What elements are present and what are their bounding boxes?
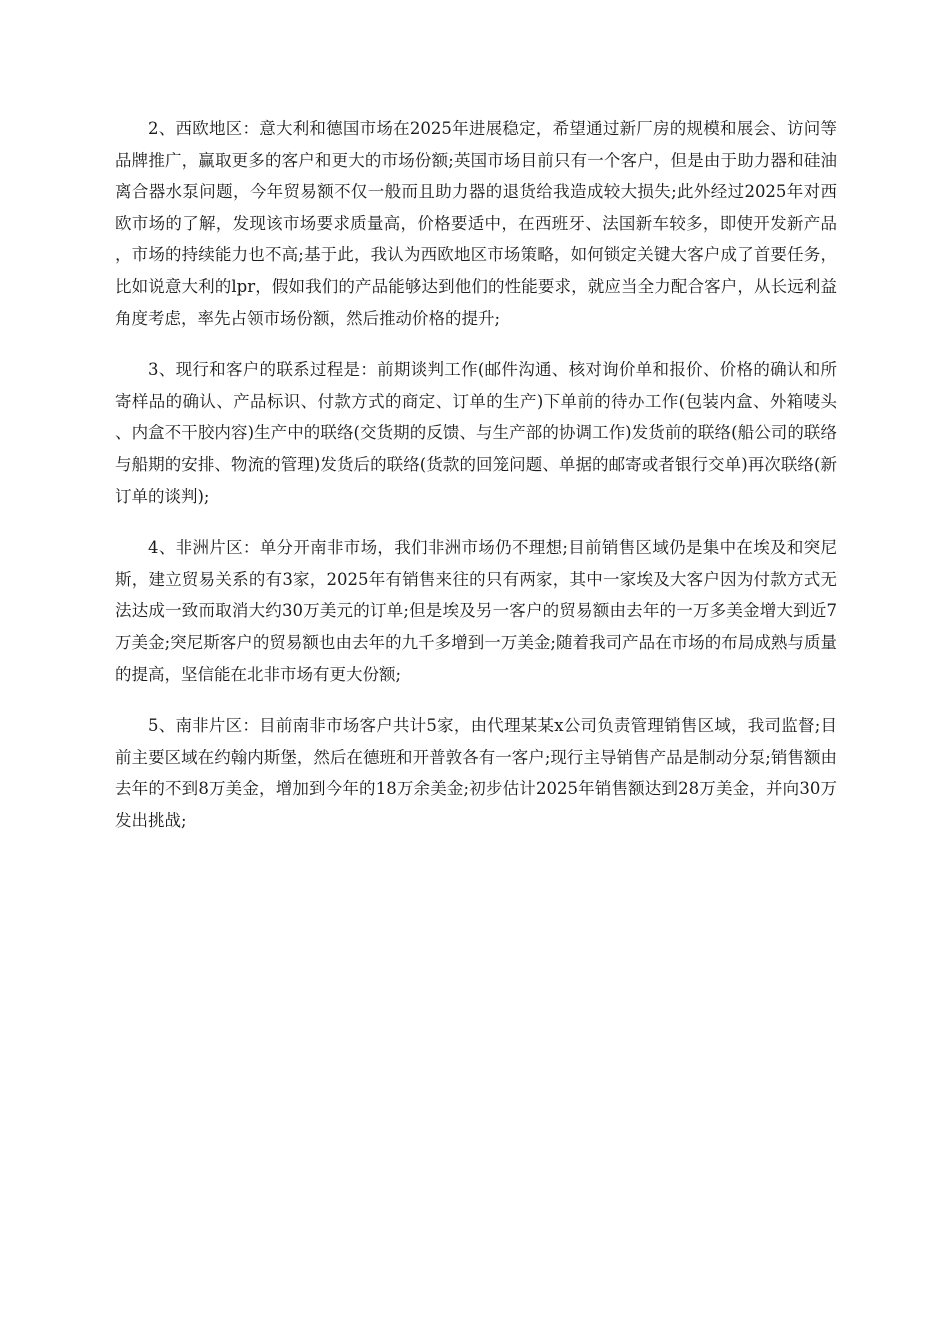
paragraph-customer-contact-process: 3、现行和客户的联系过程是：前期谈判工作(邮件沟通、核对询价单和报价、价格的确认和所寄样品的确认、产品标识、付款方式的商定、订单的生产)下单前的待办工作(包装内盒、外箱唛头、内盒不干胶内容)生产中的联络(交货期的反馈、与生产部的协调工作)发货前的联络(船公司的联络与船期的安排、物流的管理)发货后的联络(货款的回笼问题、单据的邮寄或者银行交单)再次联络(新订单的谈判); bbox=[115, 360, 837, 506]
paragraph-south-africa-region: 5、南非片区：目前南非市场客户共计5家，由代理某某x公司负责管理销售区域，我司监督;目前主要区域在约翰内斯堡，然后在德班和开普敦各有一客户;现行主导销售产品是制动分泵;销售额由去年的不到8万美金，增加到今年的18万余美金;初步估计2025年销售额达到28万美金，并向30万发出挑战; bbox=[115, 716, 837, 830]
paragraph-africa-region: 4、非洲片区：单分开南非市场，我们非洲市场仍不理想;目前销售区域仍是集中在埃及和突尼斯，建立贸易关系的有3家，2025年有销售来往的只有两家，其中一家埃及大客户因为付款方式无法达成一致而取消大约30万美元的订单;但是埃及另一客户的贸易额由去年的一万多美金增大到近7万美金;突尼斯客户的贸易额也由去年的九千多增到一万美金;随着我司产品在市场的布局成熟与质量的提高，坚信能在北非市场有更大份额; bbox=[115, 538, 837, 684]
document-body bbox=[115, 113, 837, 856]
paragraph-western-europe: 2、西欧地区：意大利和德国市场在2025年进展稳定，希望通过新厂房的规模和展会、访问等品牌推广，赢取更多的客户和更大的市场份额;英国市场目前只有一个客户，但是由于助力器和硅油离合器水泵问题，今年贸易额不仅一般而且助力器的退货给我造成较大损失;此外经过2025年对西欧市场的了解，发现该市场要求质量高，价格要适中，在西班牙、法国新车较多，即使开发新产品，市场的持续能力也不高;基于此，我认为西欧地区市场策略，如何锁定关键大客户成了首要任务，比如说意大利的lpr，假如我们的产品能够达到他们的性能要求，就应当全力配合客户，从长远利益角度考虑，率先占领市场份额，然后推动价格的提升; bbox=[115, 119, 837, 328]
